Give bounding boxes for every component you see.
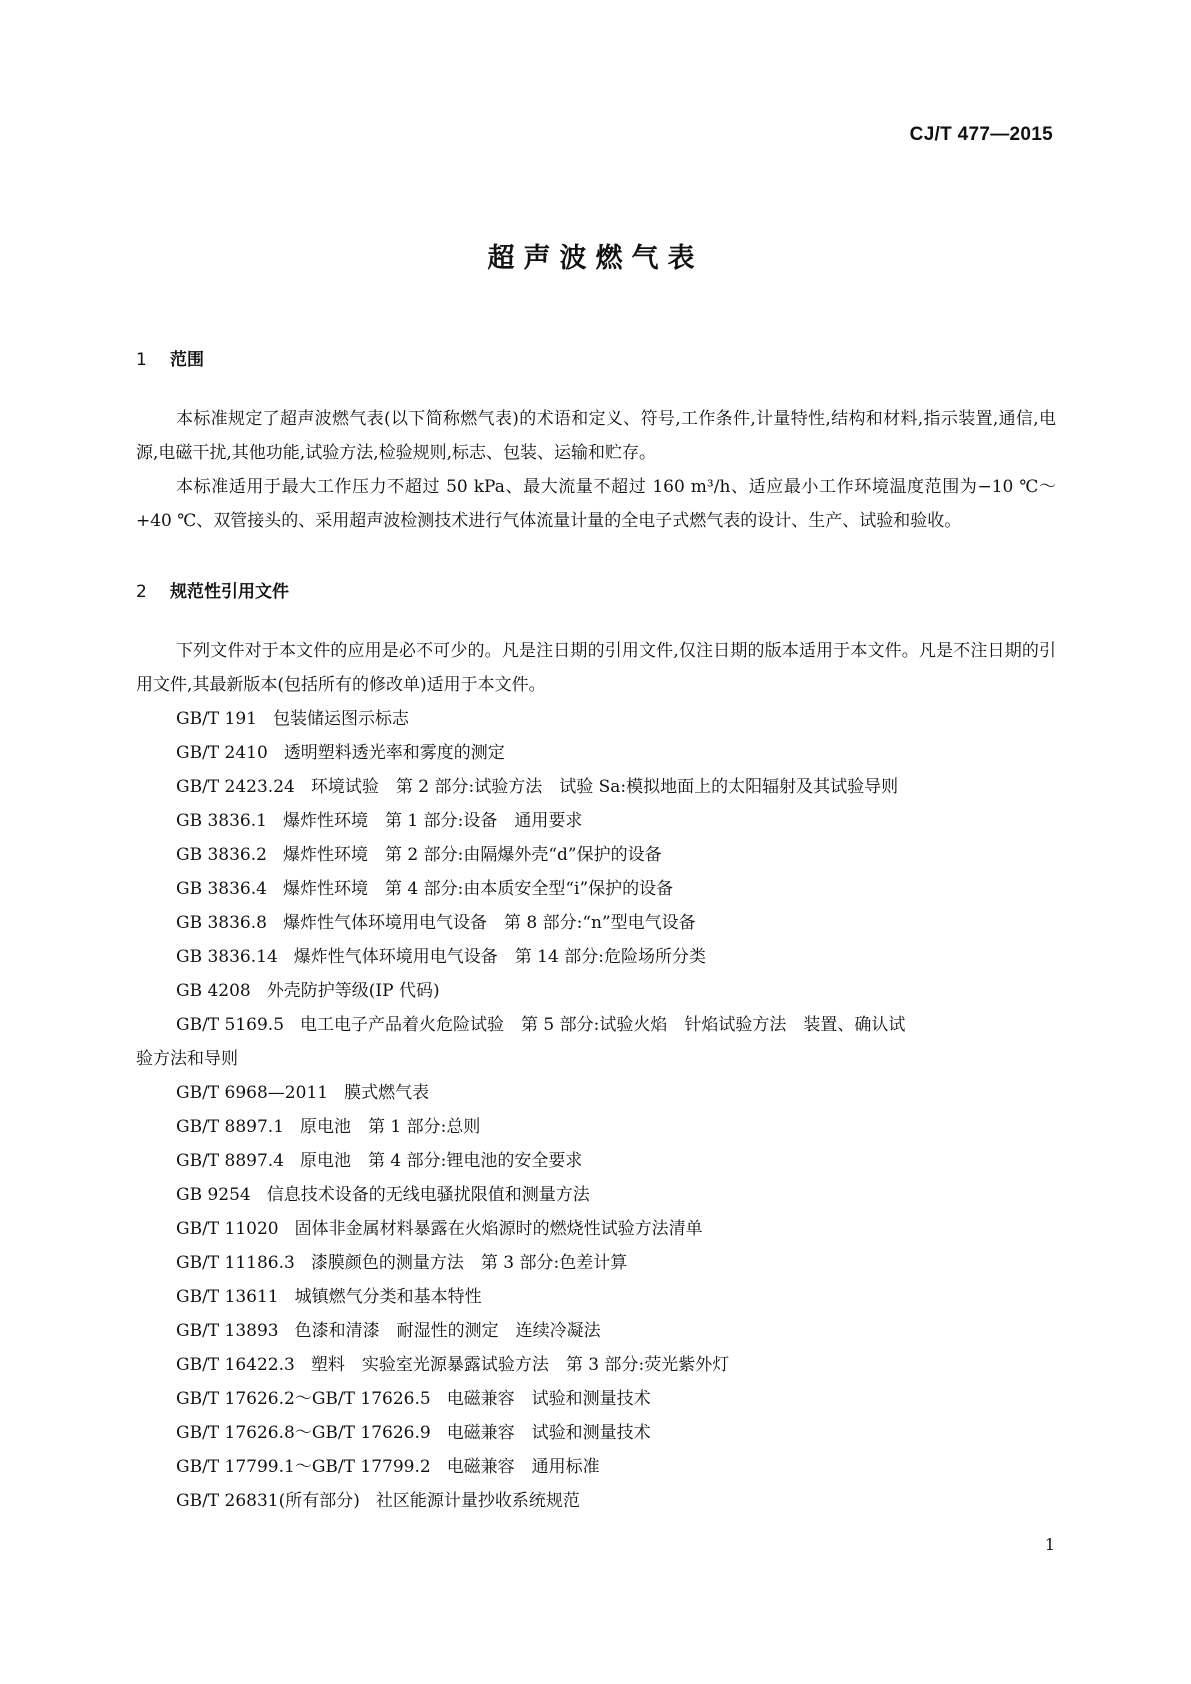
reference-item bbox=[136, 940, 1056, 974]
section-number: 1 bbox=[136, 350, 147, 370]
reference-title: 外壳防护等级(IP 代码) bbox=[266, 981, 440, 1001]
reference-title: 塑料 实验室光源暴露试验方法 第 3 部分:荧光紫外灯 bbox=[310, 1355, 730, 1375]
reference-code: GB 9254 bbox=[176, 1185, 251, 1205]
reference-title: 信息技术设备的无线电骚扰限值和测量方法 bbox=[266, 1185, 590, 1205]
section-1-heading bbox=[136, 340, 1056, 380]
reference-item bbox=[136, 872, 1056, 906]
document-title: 超声波燃气表 bbox=[487, 243, 704, 274]
reference-item bbox=[136, 804, 1056, 838]
reference-title: 环境试验 第 2 部分:试验方法 试验 Sa:模拟地面上的太阳辐射及其试验导则 bbox=[310, 777, 899, 797]
reference-title: 爆炸性气体环境用电气设备 第 14 部分:危险场所分类 bbox=[293, 947, 706, 967]
reference-code: GB 3836.14 bbox=[176, 947, 278, 967]
reference-item bbox=[136, 702, 1056, 736]
reference-item bbox=[136, 1314, 1056, 1348]
reference-title: 爆炸性环境 第 2 部分:由隔爆外壳“d”保护的设备 bbox=[282, 845, 662, 865]
document-body bbox=[136, 340, 1056, 1518]
reference-title: 原电池 第 1 部分:总则 bbox=[300, 1117, 481, 1137]
reference-item bbox=[136, 1246, 1056, 1280]
reference-code: GB/T 26831(所有部分) bbox=[176, 1491, 360, 1511]
section-number: 2 bbox=[136, 582, 147, 602]
reference-code: GB 3836.1 bbox=[176, 811, 267, 831]
reference-item bbox=[136, 1416, 1056, 1450]
reference-title: 固体非金属材料暴露在火焰源时的燃烧性试验方法清单 bbox=[294, 1219, 703, 1239]
reference-title: 色漆和清漆 耐湿性的测定 连续冷凝法 bbox=[294, 1321, 601, 1341]
scope-paragraph: 本标准规定了超声波燃气表(以下简称燃气表)的术语和定义、符号,工作条件,计量特性,结构和材料,指示装置,通信,电源,电磁干扰,其他功能,试验方法,检验规则,标志、包装、运输和贮存。 bbox=[136, 409, 1056, 463]
section-2-body bbox=[136, 634, 1056, 1518]
reference-item bbox=[136, 1008, 1056, 1042]
reference-title: 城镇燃气分类和基本特性 bbox=[294, 1287, 482, 1307]
reference-code: GB/T 13893 bbox=[176, 1321, 279, 1341]
reference-code: GB/T 6968—2011 bbox=[176, 1083, 329, 1103]
reference-list bbox=[136, 702, 1056, 1518]
reference-code: GB/T 11186.3 bbox=[176, 1253, 295, 1273]
reference-code: GB/T 2410 bbox=[176, 743, 268, 763]
reference-code: GB 3836.4 bbox=[176, 879, 267, 899]
reference-title: 电工电子产品着火危险试验 第 5 部分:试验火焰 针焰试验方法 装置、确认试 bbox=[300, 1015, 906, 1035]
reference-code: GB/T 5169.5 bbox=[176, 1015, 285, 1035]
standard-code: CJ/T 477—2015 bbox=[909, 124, 1053, 145]
page-number: 1 bbox=[1044, 1535, 1055, 1554]
reference-title: 电磁兼容 试验和测量技术 bbox=[446, 1423, 651, 1443]
reference-code: GB 3836.2 bbox=[176, 845, 267, 865]
reference-item bbox=[136, 838, 1056, 872]
reference-item bbox=[136, 1382, 1056, 1416]
reference-title: 电磁兼容 试验和测量技术 bbox=[446, 1389, 651, 1409]
reference-code: GB/T 11020 bbox=[176, 1219, 279, 1239]
reference-title: 社区能源计量抄收系统规范 bbox=[375, 1491, 580, 1511]
reference-item bbox=[136, 1144, 1056, 1178]
reference-title: 爆炸性环境 第 1 部分:设备 通用要求 bbox=[282, 811, 583, 831]
reference-code: GB/T 2423.24 bbox=[176, 777, 295, 797]
reference-code: GB 4208 bbox=[176, 981, 251, 1001]
reference-code: GB/T 17626.2～GB/T 17626.5 bbox=[176, 1389, 431, 1409]
reference-title: 包装储运图示标志 bbox=[273, 709, 409, 729]
reference-item bbox=[136, 1484, 1056, 1518]
section-1-body bbox=[136, 402, 1056, 538]
reference-item bbox=[136, 1076, 1056, 1110]
section-2-heading bbox=[136, 572, 1056, 612]
scope-paragraph: 本标准适用于最大工作压力不超过 50 kPa、最大流量不超过 160 m³/h、适应最小工作环境温度范围为−10 ℃～+40 ℃、双管接头的、采用超声波检测技术进行气体流量计量的全电子式燃气表的设计、生产、试验和验收。 bbox=[136, 477, 1056, 531]
reference-item bbox=[136, 770, 1056, 804]
reference-code: GB/T 17799.1～GB/T 17799.2 bbox=[176, 1457, 431, 1477]
reference-title: 漆膜颜色的测量方法 第 3 部分:色差计算 bbox=[310, 1253, 628, 1273]
reference-code: GB/T 16422.3 bbox=[176, 1355, 295, 1375]
reference-item bbox=[136, 1450, 1056, 1484]
reference-item bbox=[136, 1348, 1056, 1382]
reference-title: 透明塑料透光率和雾度的测定 bbox=[283, 743, 505, 763]
reference-title: 爆炸性环境 第 4 部分:由本质安全型“i”保护的设备 bbox=[282, 879, 674, 899]
reference-title: 爆炸性气体环境用电气设备 第 8 部分:“n”型电气设备 bbox=[282, 913, 696, 933]
references-intro: 下列文件对于本文件的应用是必不可少的。凡是注日期的引用文件,仅注日期的版本适用于本文件。凡是不注日期的引用文件,其最新版本(包括所有的修改单)适用于本文件。 bbox=[136, 641, 1056, 695]
reference-item bbox=[136, 974, 1056, 1008]
reference-code: GB/T 8897.4 bbox=[176, 1151, 285, 1171]
reference-item bbox=[136, 1110, 1056, 1144]
reference-title: 膜式燃气表 bbox=[344, 1083, 430, 1103]
reference-item bbox=[136, 1212, 1056, 1246]
reference-title: 原电池 第 4 部分:锂电池的安全要求 bbox=[300, 1151, 583, 1171]
reference-title-continuation: 验方法和导则 bbox=[136, 1049, 238, 1069]
section-title: 范围 bbox=[170, 350, 204, 370]
reference-item bbox=[136, 1178, 1056, 1212]
reference-code: GB/T 191 bbox=[176, 709, 257, 729]
reference-code: GB/T 13611 bbox=[176, 1287, 279, 1307]
reference-item bbox=[136, 1280, 1056, 1314]
reference-code: GB/T 8897.1 bbox=[176, 1117, 285, 1137]
reference-item bbox=[136, 906, 1056, 940]
reference-title: 电磁兼容 通用标准 bbox=[446, 1457, 600, 1477]
reference-code: GB 3836.8 bbox=[176, 913, 267, 933]
reference-item bbox=[136, 736, 1056, 770]
reference-code: GB/T 17626.8～GB/T 17626.9 bbox=[176, 1423, 431, 1443]
section-title: 规范性引用文件 bbox=[170, 582, 289, 602]
